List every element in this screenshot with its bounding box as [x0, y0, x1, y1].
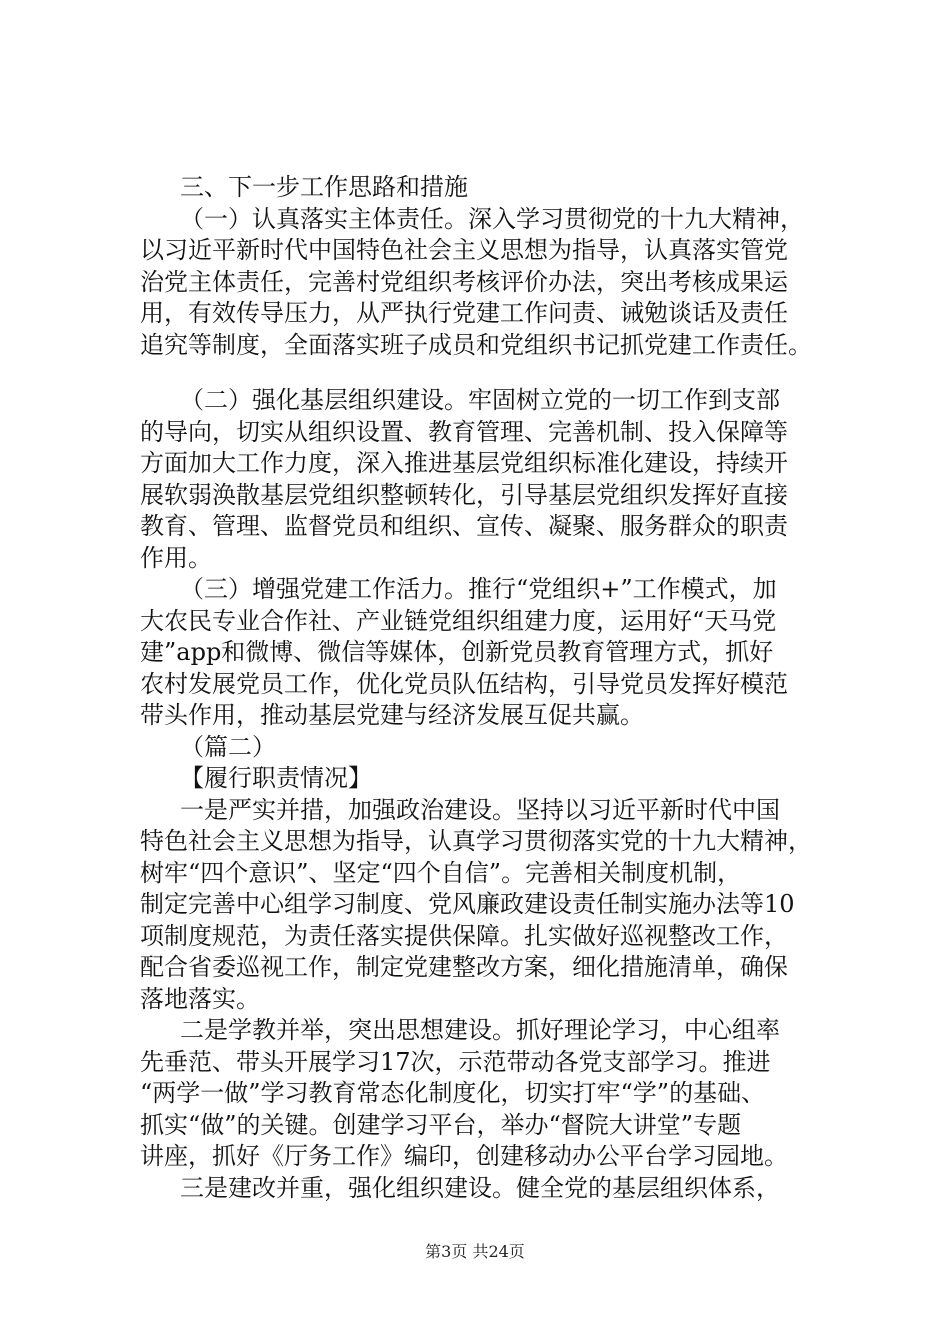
paragraph-line: 先垂范、带头开展学习17次，示范带动各党支部学习。推进	[140, 1047, 771, 1076]
section-heading: 三、下一步工作思路和措施	[180, 173, 468, 201]
paragraph-line: 一是严实并措，加强政治建设。坚持以习近平新时代中国	[180, 795, 780, 824]
paragraph-line: 用，有效传导压力，从严执行党建工作问责、诫勉谈话及责任	[140, 299, 788, 327]
paragraph-line: 作用。	[140, 543, 212, 572]
paragraph-line: 带头作用，推动基层党建与经济发展互促共赢。	[140, 701, 644, 729]
paragraph-line: （三）增强党建工作活力。推行“党组织+”工作模式，加	[180, 575, 777, 603]
page-number: 第3页 共24页	[425, 1242, 525, 1261]
paragraph-line: 特色社会主义思想为指导，认真学习贯彻落实党的十九大精神，	[140, 827, 812, 855]
paragraph-line: 建”app和微博、微信等媒体，创新党员教育管理方式，抓好	[140, 638, 774, 666]
paragraph-line: 教育、管理、监督党员和组织、宣传、凝聚、服务群众的职责	[140, 512, 788, 540]
document-body	[140, 172, 860, 1204]
subsection-heading: 【履行职责情况】	[180, 764, 372, 792]
paragraph-line: 项制度规范，为责任落实提供保障。扎实做好巡视整改工作，	[140, 921, 788, 950]
paragraph-line: 三是建改并重，强化组织建设。健全党的基层组织体系，	[180, 1173, 780, 1202]
paragraph-line: 展软弱涣散基层党组织整顿转化，引导基层党组织发挥好直接	[140, 480, 788, 509]
paragraph-line: 方面加大工作力度，深入推进基层党组织标准化建设，持续开	[140, 449, 788, 477]
paragraph-line: （一）认真落实主体责任。深入学习贯彻党的十九大精神，	[180, 204, 804, 233]
paragraph-line: 农村发展党员工作，优化党员队伍结构，引导党员发挥好模范	[140, 669, 788, 698]
part-heading: （篇二）	[180, 732, 276, 761]
paragraph-line: 讲座，抓好《厅务工作》编印，创建移动办公平台学习园地。	[140, 1142, 788, 1170]
paragraph-line: 追究等制度，全面落实班子成员和党组织书记抓党建工作责任。	[140, 330, 812, 359]
paragraph-line: 配合省委巡视工作，制定党建整改方案，细化措施清单，确保	[140, 953, 788, 981]
paragraph-line: 治党主体责任，完善村党组织考核评价办法，突出考核成果运	[140, 267, 788, 296]
paragraph-line: （二）强化基层组织建设。牢固树立党的一切工作到支部	[180, 386, 780, 414]
paragraph-line: 落地落实。	[140, 984, 260, 1013]
paragraph-line: 大农民专业合作社、产业链党组织组建力度，运用好“天马党	[140, 606, 777, 635]
paragraph-line: 抓实“做”的关键。创建学习平台，举办“督院大讲堂”专题	[140, 1110, 742, 1139]
paragraph-line: 二是学教并举，突出思想建设。抓好理论学习，中心组率	[180, 1016, 780, 1044]
paragraph-line: “两学一做”学习教育常态化制度化，切实打牢“学”的基础、	[140, 1079, 766, 1107]
paragraph-line: 以习近平新时代中国特色社会主义思想为指导，认真落实管党	[140, 236, 788, 264]
paragraph-line: 树牢“四个意识”、坚定“四个自信”。完善相关制度机制，	[140, 858, 742, 887]
paragraph-gap	[140, 361, 860, 385]
paragraph-line: 的导向，切实从组织设置、教育管理、完善机制、投入保障等	[140, 417, 788, 446]
page-footer	[0, 1242, 950, 1262]
paragraph-line: 制定完善中心组学习制度、党风廉政建设责任制实施办法等10	[140, 890, 795, 918]
